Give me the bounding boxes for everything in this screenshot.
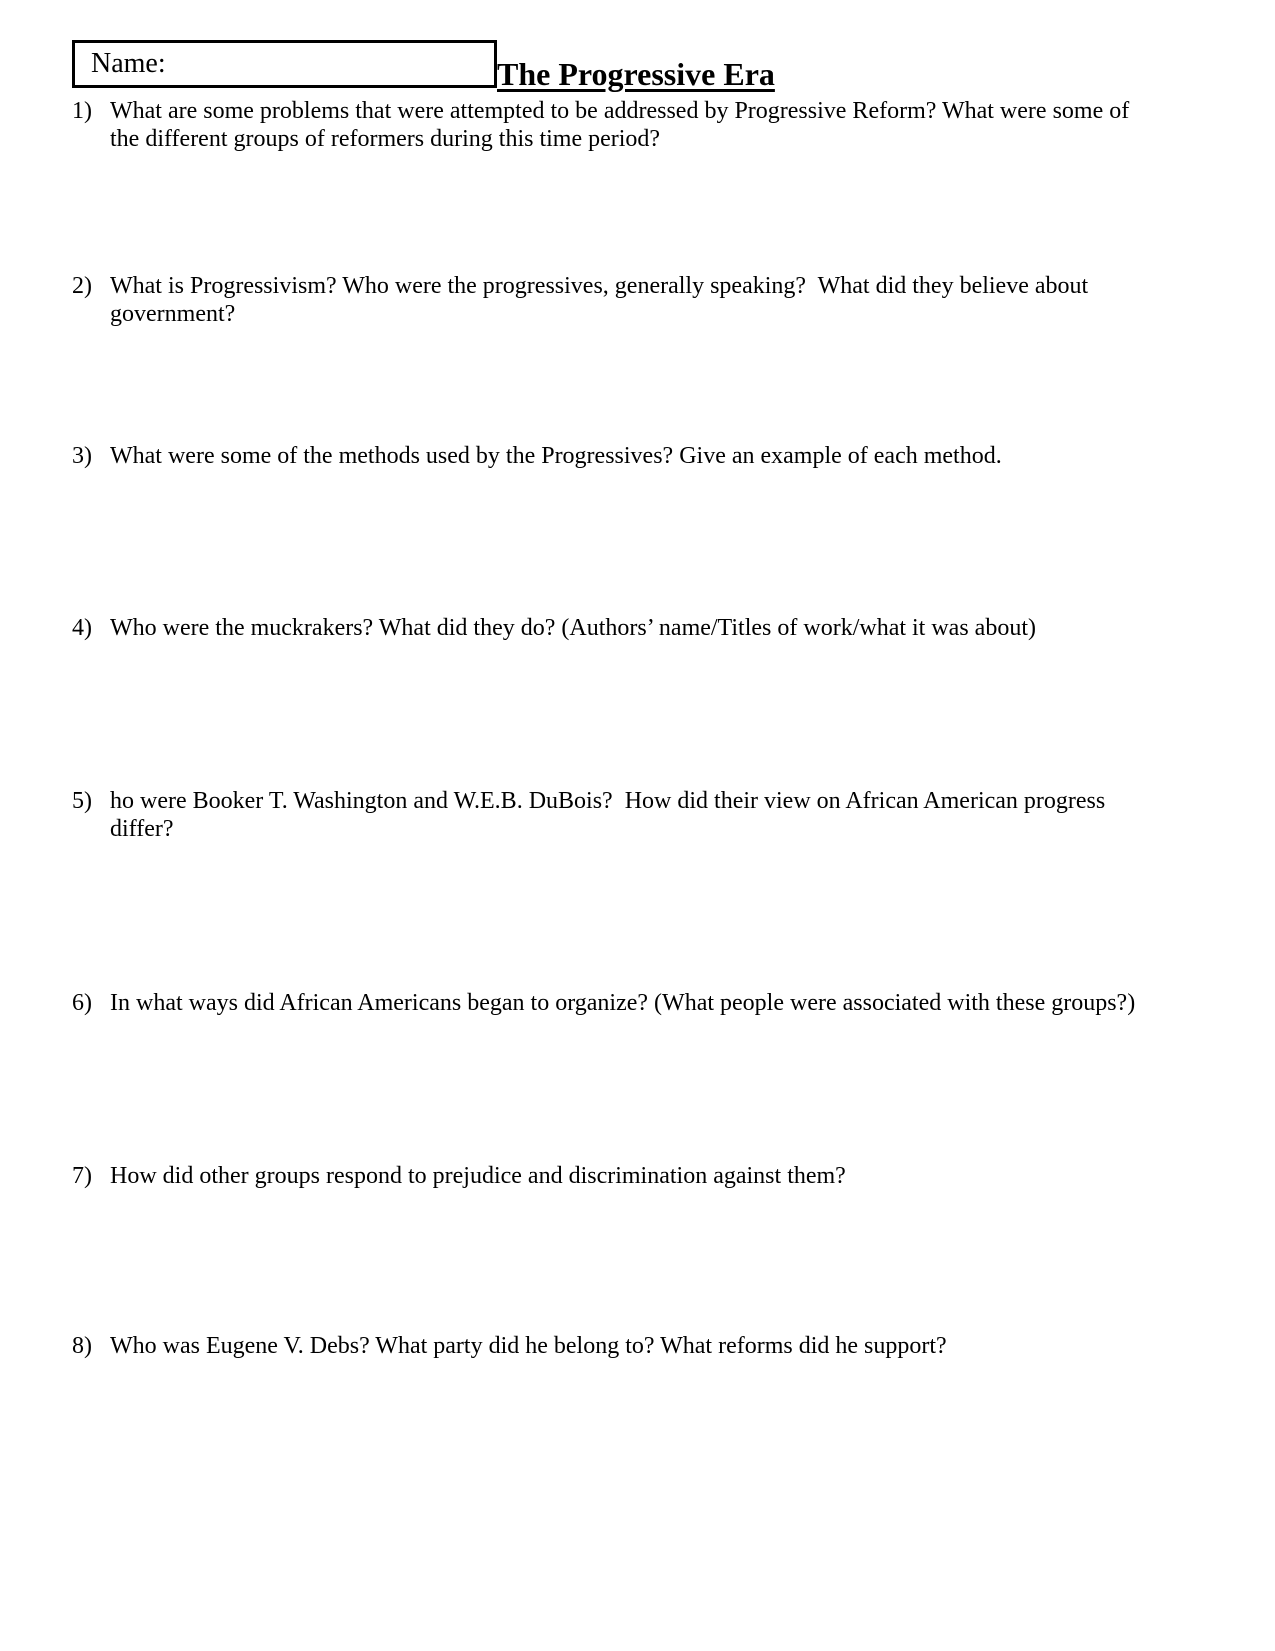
question-text: What is Progressivism? Who were the progressives, generally speaking? What did they believe about government?: [110, 273, 1095, 327]
question-item-6: [72, 989, 1164, 1017]
question-number: 1): [72, 98, 92, 124]
question-text: ho were Booker T. Washington and W.E.B. DuBois? How did their view on African American progress differ?: [110, 788, 1112, 842]
question-item-7: [72, 1162, 1164, 1190]
question-text: What were some of the methods used by the Progressives? Give an example of each method.: [110, 443, 1002, 469]
question-item-5: [72, 787, 1164, 843]
question-item-1: [72, 97, 1164, 153]
question-number: 5): [72, 788, 92, 814]
question-number: 2): [72, 273, 92, 299]
question-number: 8): [72, 1333, 92, 1359]
page-title: The Progressive Era: [497, 56, 775, 92]
question-text: In what ways did African Americans began to organize? (What people were associated with these groups?): [110, 990, 1136, 1016]
question-item-2: [72, 272, 1164, 328]
name-label: Name:: [91, 48, 166, 79]
name-box: [72, 40, 497, 88]
question-text: How did other groups respond to prejudice and discrimination against them?: [110, 1163, 846, 1189]
question-item-4: [72, 614, 1164, 642]
question-item-8: [72, 1332, 1164, 1360]
question-text: Who was Eugene V. Debs? What party did he belong to? What reforms did he support?: [110, 1333, 947, 1359]
question-item-3: [72, 442, 1164, 470]
question-text: Who were the muckrakers? What did they do? (Authors’ name/Titles of work/what it was about): [110, 615, 1036, 641]
question-number: 4): [72, 615, 92, 641]
question-text: What are some problems that were attempted to be addressed by Progressive Reform? What were some of the different groups of reformers during this time period?: [110, 98, 1136, 152]
question-number: 7): [72, 1163, 92, 1189]
question-number: 3): [72, 443, 92, 469]
question-number: 6): [72, 990, 92, 1016]
